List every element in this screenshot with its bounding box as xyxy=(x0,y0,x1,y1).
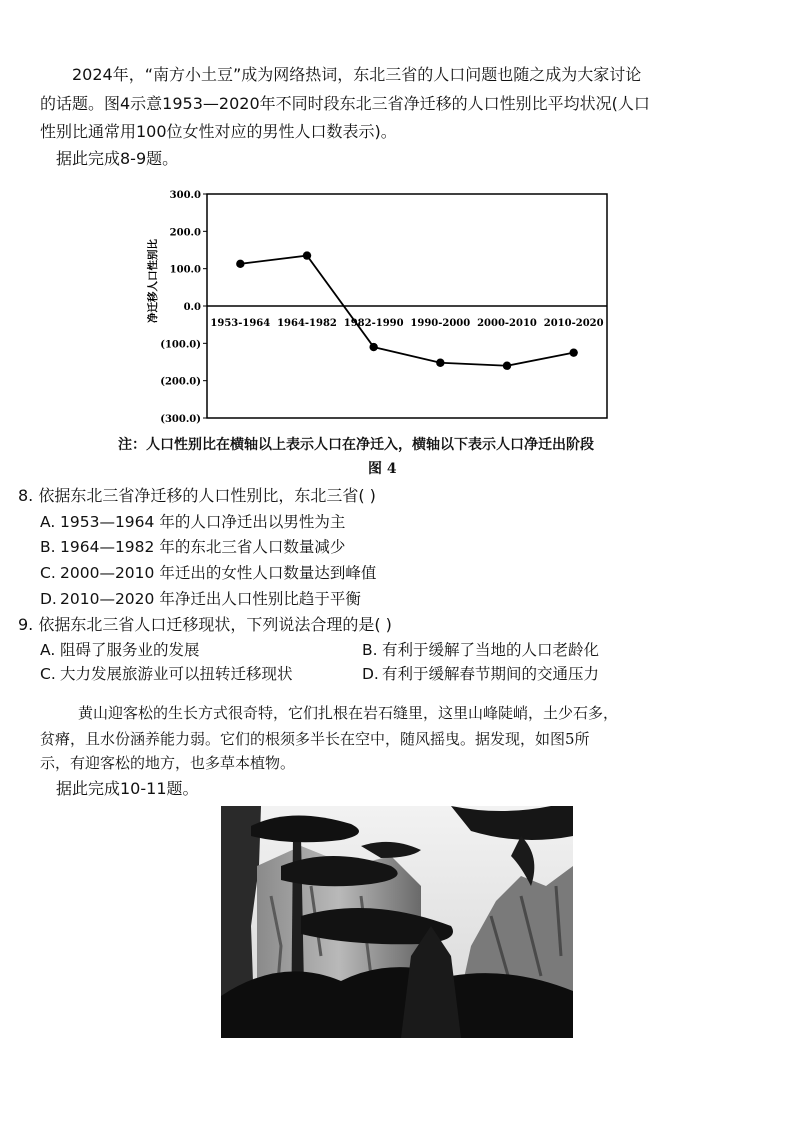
option-key: A. xyxy=(40,513,56,531)
option-text: 1953—1964 年的人口净迁出以男性为主 xyxy=(60,513,346,531)
y-tick-label: (200.0) xyxy=(160,376,201,388)
intro1-line3: 性别比通常用100位女性对应的男性人口数表示)。 xyxy=(40,122,397,141)
intro1-line2: 的话题。图4示意1953—2020年不同时段东北三省净迁移的人口性别比平均状况(人口 xyxy=(40,94,650,113)
y-tick-label: 200.0 xyxy=(169,227,201,239)
option-text: 有利于缓解了当地的人口老龄化 xyxy=(382,641,600,659)
figure-4-caption: 图 4 xyxy=(368,461,397,477)
option-key: C. xyxy=(40,564,56,582)
data-point xyxy=(236,260,244,268)
data-point xyxy=(503,362,511,370)
option-text: 1964—1982 年的东北三省人口数量减少 xyxy=(60,538,346,556)
data-point xyxy=(436,359,444,367)
y-tick-label: (300.0) xyxy=(160,414,201,425)
y-tick-label: 0.0 xyxy=(183,302,201,313)
q8-option-d[interactable] xyxy=(40,587,361,611)
option-key: B. xyxy=(362,641,378,659)
x-category-label: 2000-2010 xyxy=(477,318,537,329)
option-text: 阻碍了服务业的发展 xyxy=(60,641,200,659)
option-text: 2010—2020 年净迁出人口性别比趋于平衡 xyxy=(60,590,361,608)
y-axis-label: 净迁移人口性别比 xyxy=(147,239,159,323)
y-tick-label: (100.0) xyxy=(160,339,201,351)
question-8-stem: 8. 依据东北三省净迁移的人口性别比，东北三省( ) xyxy=(18,486,376,505)
data-point xyxy=(369,343,377,351)
series-line xyxy=(240,256,573,366)
x-category-label: 1964-1982 xyxy=(277,318,337,329)
q8-option-b[interactable] xyxy=(40,535,345,559)
figure-5-pine-photo xyxy=(221,806,573,1038)
option-text: 2000—2010 年迁出的女性人口数量达到峰值 xyxy=(60,564,377,582)
q8-option-a[interactable] xyxy=(40,510,345,534)
figure-4-note: 注：人口性别比在横轴以上表示人口在净迁入，横轴以下表示人口净迁出阶段 xyxy=(118,437,594,453)
x-category-label: 1953-1964 xyxy=(210,318,271,329)
intro1-line1: 2024年，“南方小土豆”成为网络热词，东北三省的人口问题也随之成为大家讨论 xyxy=(72,65,642,84)
option-text: 有利于缓解春节期间的交通压力 xyxy=(382,665,600,683)
question-9-stem: 9. 依据东北三省人口迁移现状，下列说法合理的是( ) xyxy=(18,615,392,634)
q9-option-b[interactable] xyxy=(362,638,599,662)
intro2-line3: 示，有迎客松的地方，也多草本植物。 xyxy=(40,754,296,772)
q9-option-a[interactable] xyxy=(40,638,200,662)
data-point xyxy=(569,348,577,356)
intro2-line1: 黄山迎客松的生长方式很奇特，它们扎根在岩石缝里，这里山峰陡峭，土少石多， xyxy=(78,704,619,722)
y-tick-label: 300.0 xyxy=(169,190,201,201)
figure-4-chart xyxy=(142,182,614,426)
intro2-line2: 贫瘠，且水份涵养能力弱。它们的根须多半长在空中，随风摇曳。据发现，如图5所 xyxy=(40,730,590,748)
q8-option-c[interactable] xyxy=(40,561,376,585)
y-tick-label: 100.0 xyxy=(169,264,201,276)
x-category-label: 1990-2000 xyxy=(410,318,471,329)
line-chart xyxy=(142,182,614,426)
q9-option-c[interactable] xyxy=(40,662,293,686)
q9-option-d[interactable] xyxy=(362,662,599,686)
x-category-label: 1982-1990 xyxy=(343,318,404,329)
option-key: D. xyxy=(362,665,379,683)
option-key: A. xyxy=(40,641,56,659)
option-key: B. xyxy=(40,538,56,556)
option-key: C. xyxy=(40,665,56,683)
option-text: 大力发展旅游业可以扭转迁移现状 xyxy=(60,665,293,683)
intro2-line4: 据此完成10-11题。 xyxy=(56,779,199,798)
intro1-line4: 据此完成8-9题。 xyxy=(56,149,179,168)
data-point xyxy=(303,251,311,259)
option-key: D. xyxy=(40,590,57,608)
x-category-label: 2010-2020 xyxy=(543,318,604,329)
